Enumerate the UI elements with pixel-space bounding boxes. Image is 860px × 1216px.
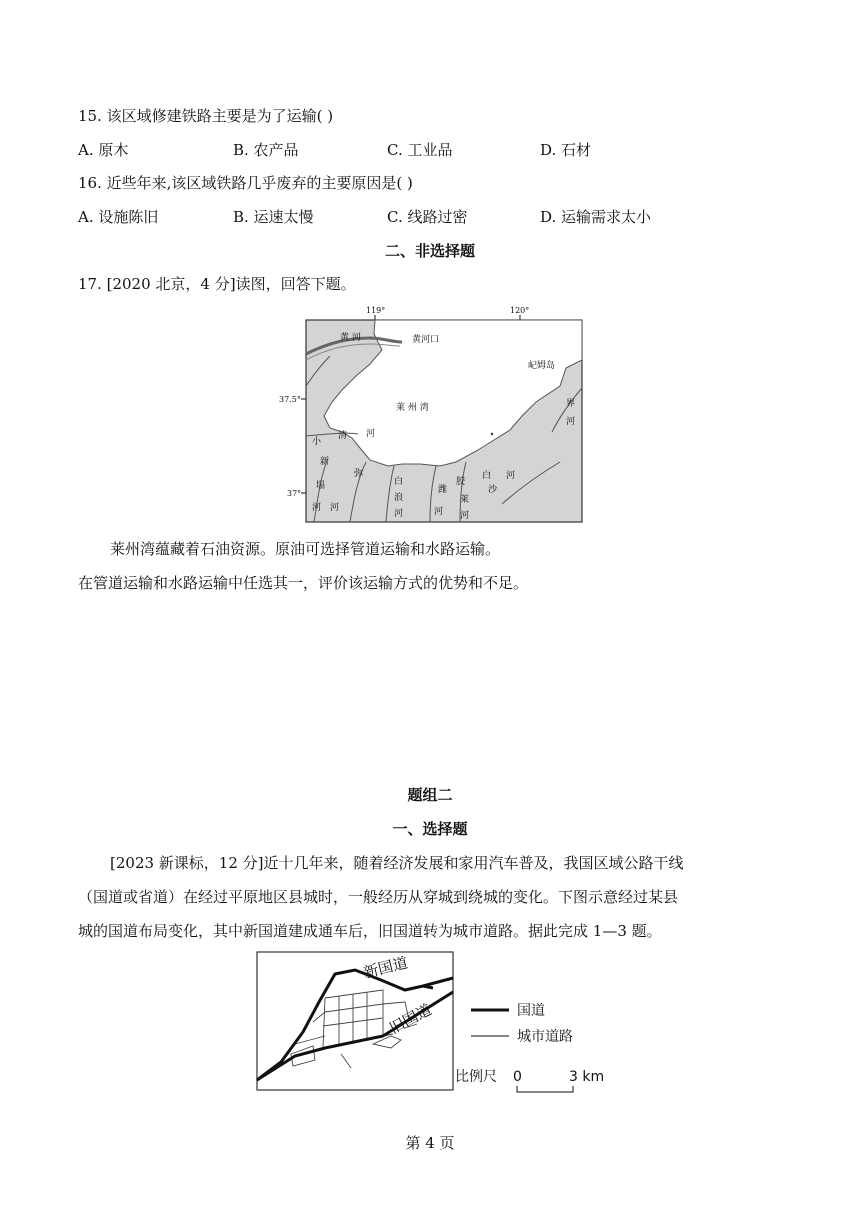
page-number: 第 4 页 (405, 1134, 455, 1152)
road-layout-map (255, 950, 615, 1100)
laizhou-bay-map (270, 298, 590, 526)
q16-option-b: B. 运速太慢 (233, 208, 314, 226)
label-laizhouwan: 莱 州 湾 (396, 403, 429, 413)
group2-para-line1: [2023 新课标，12 分]近十几年来，随着经济发展和家用汽车普及，我国区域公路干线 (110, 854, 684, 872)
scale-label: 比例尺 (455, 1069, 497, 1085)
label-xinchanghe-1: 新 (320, 457, 330, 467)
scale-zero: 0 (513, 1069, 522, 1085)
q16-stem: 16. 近些年来,该区域铁路几乎废弃的主要原因是( ) (78, 174, 413, 192)
section-heading-nonchoice: 二、非选择题 (384, 242, 475, 260)
label-weihe-1: 潍 (438, 485, 448, 495)
q17-line2: 在管道运输和水路运输中任选其一，评价该运输方式的优势和不足。 (78, 574, 529, 592)
label-bailanghe-1: 白 (394, 477, 404, 487)
q16-option-a: A. 设施陈旧 (78, 208, 159, 226)
scale-value: 3 km (569, 1069, 605, 1085)
lat-label-37: 37° (287, 489, 302, 498)
q16-option-d: D. 运输需求太小 (540, 208, 652, 226)
label-old-road: 旧国道 (386, 1000, 435, 1038)
label-baishahe-1: 白 (482, 471, 492, 481)
label-bailanghe-3: 河 (394, 509, 404, 519)
label-jiaolaihe-3: 河 (460, 511, 470, 521)
label-xiaoqinghe-2: 清 (338, 431, 348, 441)
label-xinchanghe-3: 河 (312, 503, 322, 513)
label-qimudao: 屺姆岛 (528, 361, 556, 371)
label-baishahe-2: 河 (506, 471, 516, 481)
label-jiaolaihe-1: 胶 (456, 477, 466, 487)
lon-label-120: 120° (510, 306, 530, 315)
group2-para-line2: （国道或省道）在经过平原地区县城时，一般经历从穿城到绕城的变化。下图示意经过某县 (78, 888, 679, 906)
label-bailanghe-2: 浪 (394, 493, 404, 503)
label-baishahe-3: 沙 (488, 485, 498, 495)
label-xiaoqinghe-3: 河 (366, 429, 376, 439)
q15-option-d: D. 石材 (540, 141, 592, 159)
label-jiehe-1: 界 (566, 399, 576, 409)
label-huanghe: 黄 河 (340, 333, 361, 343)
label-xinchanghe-2: 塌 (316, 481, 326, 491)
label-huanghekou: 黄河口 (412, 335, 440, 345)
q15-option-b: B. 农产品 (233, 141, 299, 159)
legend-city-label: 城市道路 (517, 1029, 573, 1045)
q15-stem: 15. 该区域修建铁路主要是为了运输( ) (78, 107, 334, 125)
q16-option-c: C. 线路过密 (387, 208, 468, 226)
q17-stem: 17. [2020 北京，4 分]读图，回答下题。 (78, 275, 356, 293)
group2-title: 题组二 (407, 786, 453, 804)
q15-option-a: A. 原木 (78, 141, 129, 159)
label-new-road: 新国道 (361, 953, 410, 982)
label-xiaoqinghe-1: 小 (312, 437, 322, 447)
label-jiaolaihe-2: 莱 (460, 495, 470, 505)
label-mihe-1: 弥 (354, 469, 364, 479)
lat-label-37-5: 37.5° (279, 395, 301, 404)
scale-bar (517, 1086, 573, 1092)
q17-line1: 莱州湾蕴藏着石油资源。原油可选择管道运输和水路运输。 (110, 540, 501, 558)
lon-label-119: 119° (366, 306, 386, 315)
group2-section: 一、选择题 (392, 820, 468, 838)
group2-para-line3: 城的国道布局变化，其中新国道建成通车后，旧国道转为城市道路。据此完成 1—3 题。 (78, 922, 662, 940)
label-weihe-2: 河 (434, 507, 444, 517)
legend-national-label: 国道 (517, 1003, 545, 1019)
q15-option-c: C. 工业品 (387, 141, 453, 159)
label-mihe-2: 河 (330, 503, 340, 513)
label-jiehe-2: 河 (566, 417, 576, 427)
